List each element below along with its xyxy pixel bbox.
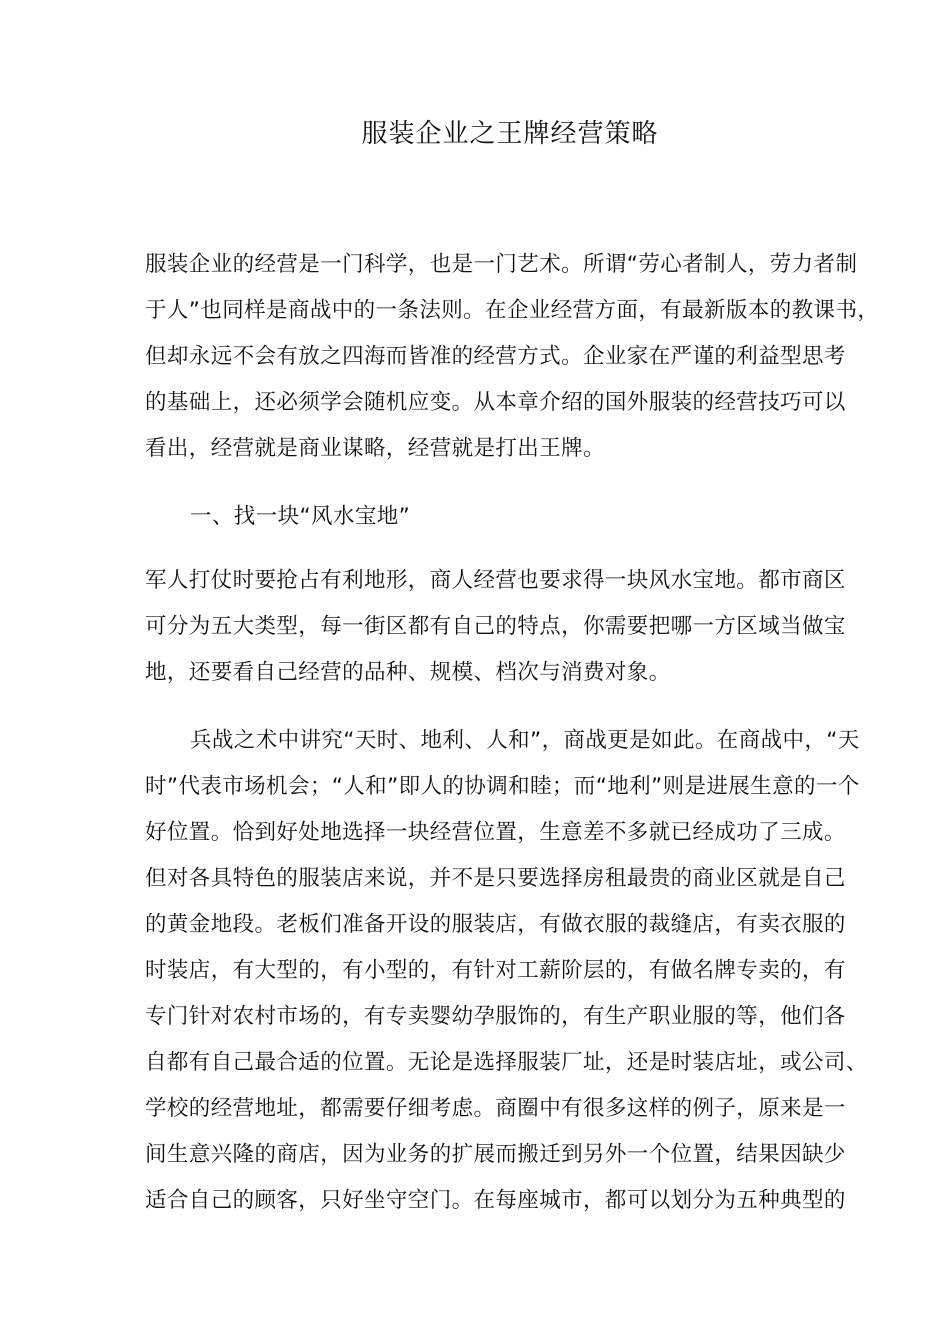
text-line: 时”代表市场机会；“人和”即人的协调和睦；而“地利”则是进展生意的一个	[145, 774, 860, 799]
text-line: 专门针对农村市场的，有专卖婴幼孕服饰的，有生产职业服的等，他们各	[145, 1004, 846, 1029]
text-line: 看出，经营就是商业谋略，经营就是打出王牌。	[145, 436, 605, 461]
text-line: 好位置。恰到好处地选择一块经营位置，生意差不多就已经成功了三成。	[145, 820, 846, 845]
text-line: 可分为五大类型，每一街区都有自己的特点，你需要把哪一方区域当做宝	[145, 614, 846, 639]
text-line: 地，还要看自己经营的品种、规模、档次与消费对象。	[145, 660, 671, 685]
document-title: 服装企业之王牌经营策略	[361, 119, 659, 149]
text-line: 于人”也同样是商战中的一条法则。在企业经营方面，有最新版本的教课书，	[145, 298, 880, 323]
text-line: 服装企业的经营是一门科学，也是一门艺术。所谓“劳心者制人，劳力者制	[145, 252, 858, 277]
text-line: 但对各具特色的服装店来说，并不是只要选择房租最贵的商业区就是自己	[145, 866, 846, 891]
text-line: 自都有自己最合适的位置。无论是选择服装厂址，还是时装店址，或公司、	[145, 1050, 868, 1075]
text-line: 学校的经营地址，都需要仔细考虑。商圈中有很多这样的例子，原来是一	[145, 1096, 846, 1121]
text-line: 但却永远不会有放之四海而皆准的经营方式。企业家在严谨的利益型思考	[145, 344, 846, 369]
text-line: 的基础上，还必须学会随机应变。从本章介绍的国外服装的经营技巧可以	[145, 390, 846, 415]
text-line: 时装店，有大型的，有小型的，有针对工薪阶层的，有做名牌专卖的，有	[145, 958, 846, 983]
text-line: 的黄金地段。老板们准备开设的服装店，有做衣服的裁缝店，有卖衣服的	[145, 912, 846, 937]
text-line: 间生意兴隆的商店，因为业务的扩展而搬迁到另外一个位置，结果因缺少	[145, 1142, 846, 1167]
text-line: 兵战之术中讲究“天时、地利、人和”，商战更是如此。在商战中，“天	[190, 728, 860, 753]
text-line: 军人打仗时要抢占有利地形，商人经营也要求得一块风水宝地。都市商区	[145, 568, 846, 593]
section-heading: 一、找一块“风水宝地”	[190, 504, 411, 529]
text-line: 适合自己的顾客，只好坐守空门。在每座城市，都可以划分为五种典型的	[145, 1188, 846, 1213]
